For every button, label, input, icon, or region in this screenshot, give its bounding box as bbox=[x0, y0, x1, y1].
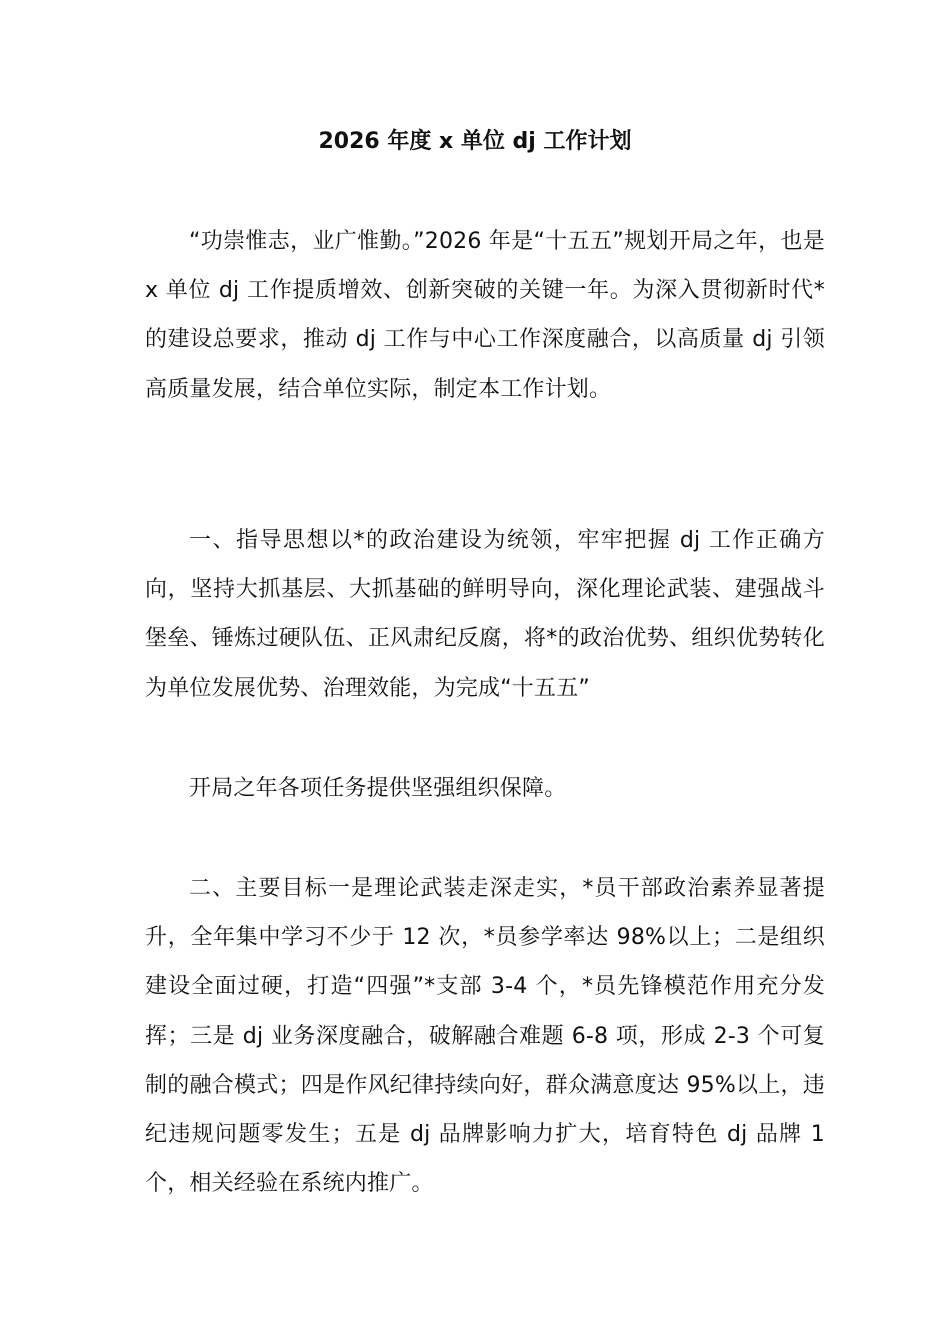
document-page bbox=[145, 0, 825, 1344]
intro-paragraph: “功崇惟志，业广惟勤。”2026 年是“十五五”规划开局之年，也是 x 单位 dj 工作提质增效、创新突破的关键一年。为深入贯彻新时代*的建设总要求，推动 dj 工作与中心工作深度融合，以高质量 dj 引领高质量发展，结合单位实际，制定本工作计划。 bbox=[145, 229, 825, 402]
guiding-thought-continuation-paragraph: 开局之年各项任务提供坚强组织保障。 bbox=[189, 776, 567, 801]
main-goals-paragraph: 二、主要目标一是理论武装走深走实，*员干部政治素养显著提升，全年集中学习不少于 12 次，*员参学率达 98%以上；二是组织建设全面过硬，打造“四强”*支部 3-4 个，*员先锋模范作用充分发挥；三是 dj 业务深度融合，破解融合难题 6-8 项，形成 2-3 个可复制的融合模式；四是作风纪律持续向好，群众满意度达 95%以上，违纪违规问题零发生；五是 dj 品牌影响力扩大，培育特色 dj 品牌 1 个，相关经验在系统内推广。 bbox=[145, 876, 825, 1197]
document-title: 2026 年度 x 单位 dj 工作计划 bbox=[318, 129, 632, 154]
guiding-thought-paragraph: 一、指导思想以*的政治建设为统领，牢牢把握 dj 工作正确方向，坚持大抓基层、大抓基础的鲜明导向，深化理论武装、建强战斗堡垒、锤炼过硬队伍、正风肃纪反腐，将*的政治优势、组织优势转化为单位发展优势、治理效能，为完成“十五五” bbox=[145, 528, 825, 701]
